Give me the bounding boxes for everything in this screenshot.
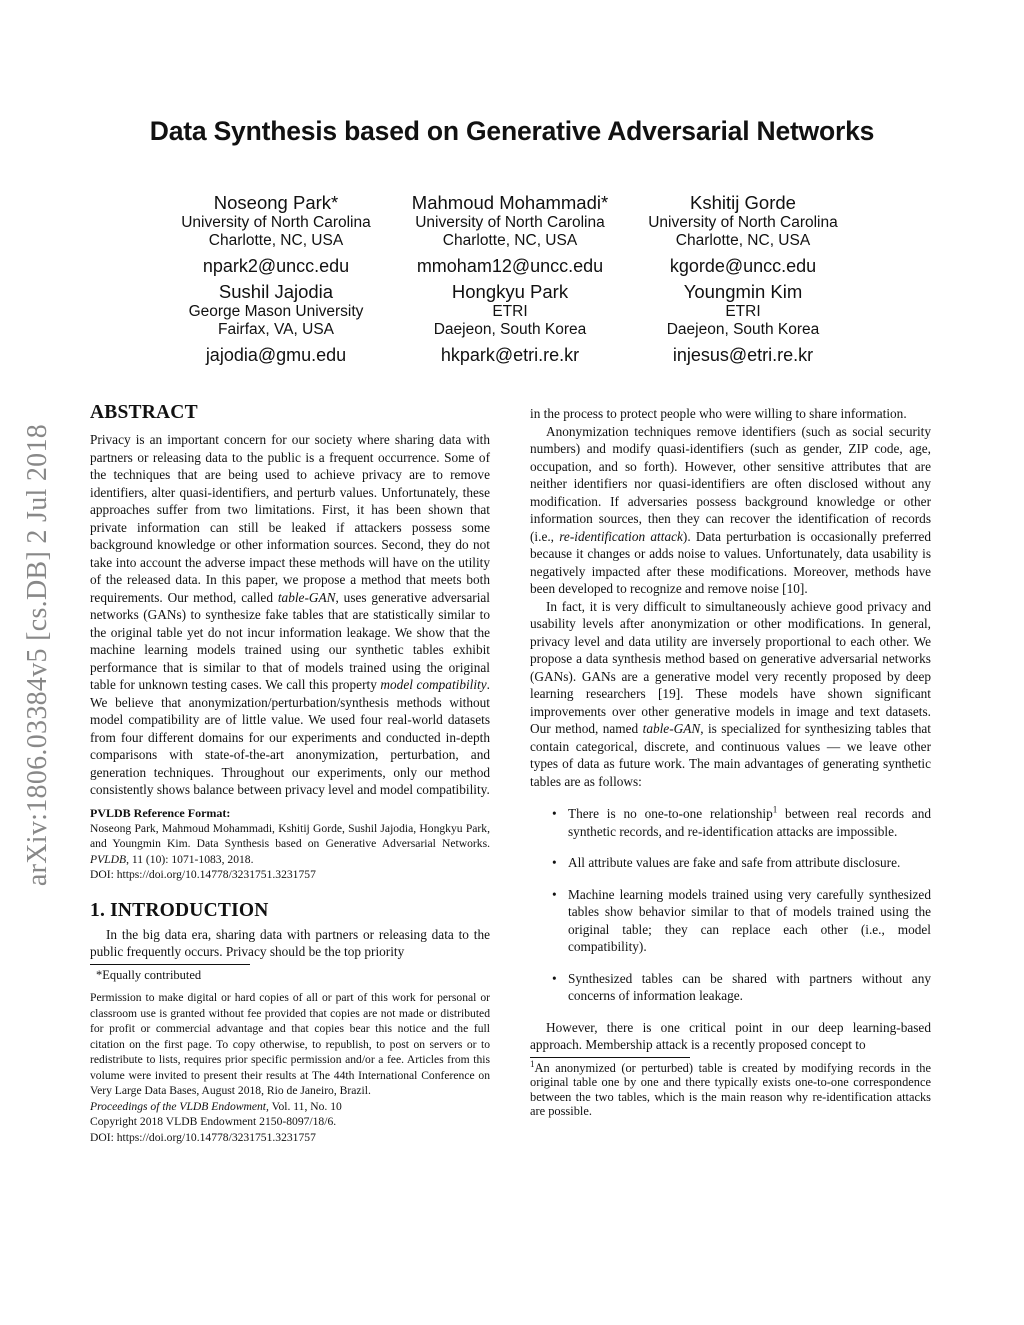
author-block: [156, 281, 396, 366]
author-affiliation: ETRI: [492, 303, 528, 320]
equal-contribution-note: *Equally contributed: [96, 967, 202, 982]
left-column: [90, 402, 490, 1145]
author-location: Charlotte, NC, USA: [442, 232, 578, 249]
paragraph: in the process to protect people who were willing to share information.: [530, 406, 907, 421]
author-location: Daejeon, South Korea: [433, 321, 587, 338]
author-email: jajodia@gmu.edu: [205, 345, 347, 365]
author-block: [623, 192, 863, 277]
author-email: npark2@uncc.edu: [202, 256, 350, 276]
author-email: hkpark@etri.re.kr: [440, 345, 580, 365]
permission-doi: DOI: https://doi.org/10.14778/3231751.3231757: [90, 1130, 316, 1144]
introduction-heading: 1. INTRODUCTION: [90, 899, 269, 921]
author-affiliation: ETRI: [725, 303, 761, 320]
author-name: Hongkyu Park: [451, 281, 569, 302]
paper-title: Data Synthesis based on Generative Adversarial Networks: [149, 116, 875, 146]
footnote: $^1$An anonymized (or perturbed) table is created by modifying records in the original table one by one and there typically exists one-to-one correspondence between the two tables, which is the main reason why re-identification attacks are possible.: [530, 1058, 931, 1118]
permission-text: Permission to make digital or hard copies of all or part of this work for personal or classroom use is granted without fee provided that copies are not made or distributed for profit or commercial advantage and that copies bear this notice and the full citation on the first page. To copy otherwise, to republish, to post on servers or to redistribute to lists, requires prior specific permission and/or a fee. Articles from this volume were invited to present their results at The 44th International Conference on Very Large Data Bases, August 2018, Rio de Janeiro, Brazil.: [90, 991, 490, 1097]
footnote-rule: [90, 964, 250, 965]
author-location: Charlotte, NC, USA: [675, 232, 811, 249]
reference-format-heading: PVLDB Reference Format:: [90, 805, 231, 820]
author-location: Daejeon, South Korea: [666, 321, 820, 338]
author-location: Charlotte, NC, USA: [208, 232, 344, 249]
author-affiliation: University of North Carolina: [648, 214, 838, 231]
author-affiliation: George Mason University: [188, 303, 364, 320]
permission-block: [90, 990, 490, 1145]
paragraph: Anonymization techniques remove identifiers (such as social security numbers) and modify quasi-identifiers (such as gender, ZIP code, age, occupation, and so forth). However, other sensitive attributes that are neither identifiers nor quasi-identifiers are often disclosed without any modification. If adversaries possess background knowledge or other information sources, then they can recover the identification of records (i.e., re-identification attack). Data perturbation is occasionally preferred because it changes or adds noise to values. Unfortunately, data usability is negatively impacted after these modifications. Moreover, methods have been developed to recognize and remove noise [10].: [530, 423, 932, 596]
author-name: Kshitij Gorde: [690, 192, 796, 213]
reference-doi: DOI: https://doi.org/10.14778/3231751.3231757: [90, 868, 316, 881]
abstract-heading: ABSTRACT: [90, 402, 198, 423]
introduction-text: In the big data era, sharing data with partners or releasing data to the public frequently occurs. Privacy should be the top priority: [90, 926, 490, 959]
right-column: [530, 405, 931, 1119]
paragraph: In fact, it is very difficult to simultaneously achieve good privacy and usability levels after anonymization or other modifications. In general, privacy level and data utility are inversely proportional to each other. We propose a data synthesis method based on generative adversarial networks (GANs). GANs are a generative model very recently proposed by deep learning researchers [19]. These models have shown significant improvements over other generative models in image and text datasets. Our method, named table-GAN, is specialized for synthesizing tables that contain categorical, discrete, and continuous values — we leave other types of data as future work. The main advantages of generating synthetic tables are as follows:: [530, 598, 931, 789]
bullet-icon: •: [552, 970, 557, 986]
author-email: mmoham12@uncc.edu: [416, 256, 604, 276]
author-block: [156, 192, 396, 277]
author-name: Youngmin Kim: [683, 281, 803, 302]
proceedings-line: Proceedings of the VLDB Endowment, Vol. 11, No. 10: [90, 1099, 342, 1113]
list-item: • Machine learning models trained using very carefully synthesized tables show behavior similar to that of models trained using the original table; they can replace each other (i.e., model compatibility).: [552, 886, 931, 954]
reference-format: PVLDB Reference Format: Noseong Park, Mahmoud Mohammadi, Kshitij Gorde, Sushil Jajodia, Hongkyu Park, and Youngmin Kim. Data Synthesis based on Generative Adversarial Networks. PVLDB, 11 (10): 1071-1083, 2018. DOI: https://doi.org/10.14778/3231751.3231757: [90, 805, 490, 881]
author-block: [390, 192, 630, 277]
author-name: Mahmoud Mohammadi*: [411, 192, 609, 213]
arxiv-identifier: arXiv:1806.03384v5 [cs.DB] 2 Jul 2018: [22, 423, 53, 887]
footnote-rule: [530, 1057, 690, 1058]
author-name: Noseong Park*: [213, 192, 339, 213]
author-email: injesus@etri.re.kr: [672, 345, 814, 365]
bullet-icon: •: [552, 806, 557, 821]
paragraph: However, there is one critical point in our deep learning-based approach. Membership attack is a recently proposed concept to: [530, 1019, 931, 1052]
list-item: • Synthesized tables can be shared with partners without any concerns of information leakage.: [552, 970, 931, 1003]
author-affiliation: University of North Carolina: [181, 214, 371, 231]
abstract-text: Privacy is an important concern for our society where sharing data with partners or releasing data to the public is a frequent occurrence. Some of the techniques that are being used to achieve privacy are to remove identifiers, alter quasi-identifiers, and perturb values. Unfortunately, these approaches suffer from two limitations. First, it has been shown that private information can still be leaked if attackers possess some background knowledge or other information sources. Second, they do not take into account the adverse impact these methods will have on the utility of the released data. In this paper, we propose a method that meets both requirements. Our method, called table-GAN, uses generative adversarial networks (GANs) to synthesize fake tables that are statistically similar to the original table yet do not incur information leakage. We show that the machine learning models trained using our synthetic tables exhibit performance that is similar to that of models trained using the original table for unknown testing cases. We call this property model compatibility. We believe that anonymization/perturbation/synthesis methods without model compatibility are of little value. We used four real-world datasets from four different domains for our experiments and conducted in-depth comparisons with state-of-the-art anonymization, perturbation, and generation techniques. Throughout our experiments, only our method consistently shows balance between privacy level and model compatibility.: [90, 432, 490, 797]
author-affiliation: University of North Carolina: [415, 214, 605, 231]
bullet-icon: •: [552, 855, 557, 870]
author-name: Sushil Jajodia: [218, 281, 334, 302]
list-item: • There is no one-to-one relationship$^1$ between real records and synthetic records, and re-identification attacks are impossible.: [552, 804, 931, 839]
advantages-list: [530, 805, 931, 1005]
author-email: kgorde@uncc.edu: [669, 256, 817, 276]
copyright-line: Copyright 2018 VLDB Endowment 2150-8097/18/6.: [90, 1115, 337, 1128]
list-item: • All attribute values are fake and safe from attribute disclosure.: [552, 855, 901, 870]
author-block: [623, 281, 863, 366]
bullet-icon: •: [552, 886, 557, 902]
author-location: Fairfax, VA, USA: [218, 321, 334, 338]
author-block: [390, 281, 630, 366]
